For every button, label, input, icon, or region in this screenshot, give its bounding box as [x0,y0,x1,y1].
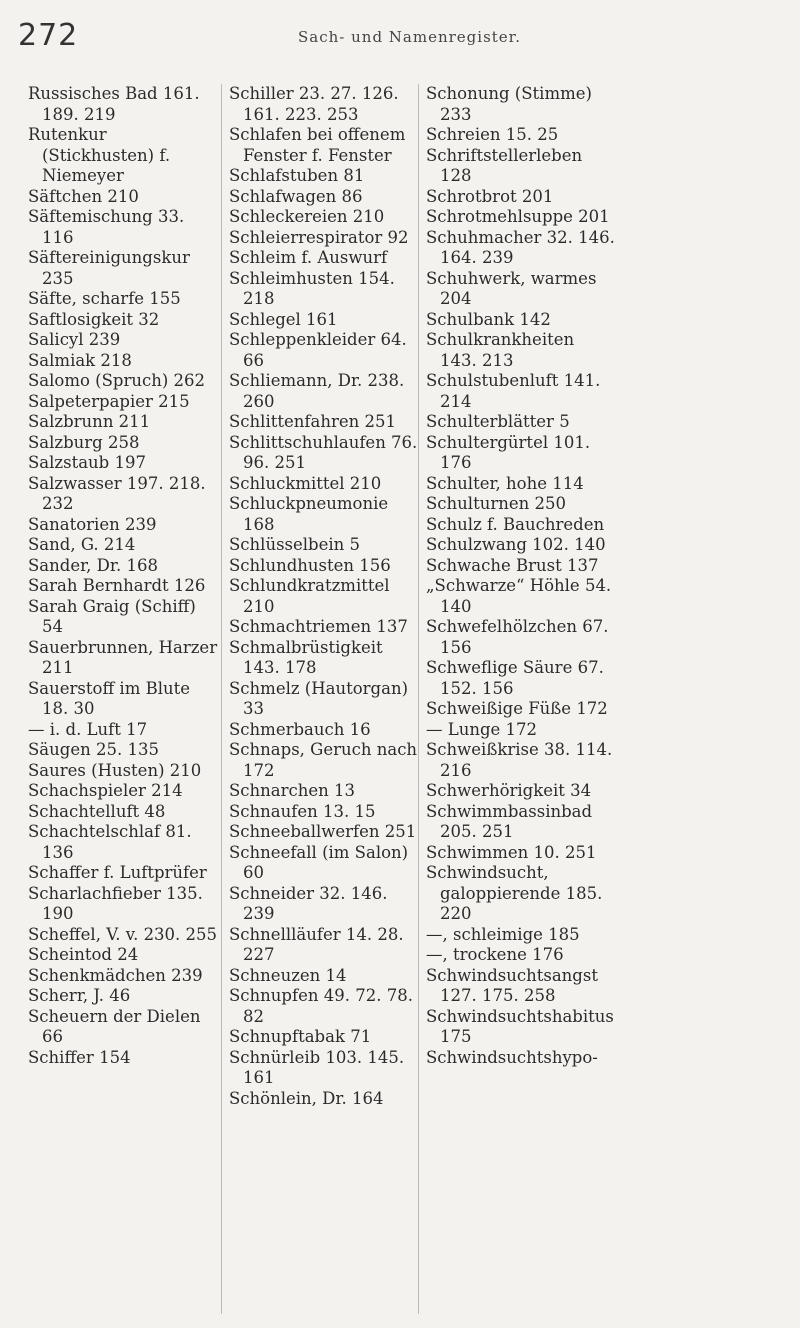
index-entry: Schuhwerk, warmes 204 [426,268,597,308]
index-entry: Salmiak 218 [28,350,132,370]
index-entry: Schmachtriemen 137 [229,617,408,636]
index-entry: Schaffer f. Luftprüfer [28,863,207,882]
index-entry: Schweißige Füße 172 [426,699,608,718]
index-entry: Schweflige Säure 67. 152. 156 [426,658,604,698]
index-entry: —, trockene 176 [426,945,564,964]
index-entry: Schlittschuhlaufen 76. 96. 251 [229,432,418,472]
index-entry: — i. d. Luft 17 [28,719,148,739]
index-entry: Sanatorien 239 [28,514,157,534]
index-entry: Schlegel 161 [229,309,338,329]
index-entry: Schrotbrot 201 [426,186,554,206]
index-entry: Säfte, scharfe 155 [28,289,181,308]
index-column-3 [418,84,616,1314]
index-entry: — Lunge 172 [426,719,538,739]
index-entry: Schlittenfahren 251 [229,412,396,431]
index-entry: Schiller 23. 27. 126. 161. 223. 253 [229,84,399,124]
index-entry: Schlafstuben 81 [229,166,365,185]
index-entry: Schlundkratzmittel 210 [229,576,390,616]
index-entry: Schnupftabak 71 [229,1027,372,1046]
index-entry: Salzwasser 197. 218. 232 [28,473,206,513]
index-entry: Schrotmehlsuppe 201 [426,207,610,226]
index-entry: Schnaufen 13. 15 [229,801,376,821]
index-entry: Schulzwang 102. 140 [426,535,606,554]
index-entry: Schlundhusten 156 [229,555,391,575]
index-entry: Schlafen bei offenem Fenster f. Fenster [229,125,406,165]
index-columns [24,84,794,1314]
index-entry: Schwindsuchtshabitus 175 [426,1006,614,1046]
index-entry: Salzbrunn 211 [28,412,151,431]
index-entry: Saures (Husten) 210 [28,760,202,780]
index-entry: Schachtelluft 48 [28,801,166,821]
index-entry: Schneefall (im Salon) 60 [229,842,409,882]
index-entry: Russisches Bad 161. 189. 219 [28,84,200,124]
index-entry: Schliemann, Dr. 238. 260 [229,371,405,411]
index-entry: Scherr, J. 46 [28,986,131,1005]
index-entry: Scheuern der Dielen 66 [28,1006,201,1046]
index-entry: Sander, Dr. 168 [28,555,158,575]
index-entry: Schenkmädchen 239 [28,965,203,985]
index-entry: Säftereinigungskur 235 [28,248,190,288]
index-entry: Säftchen 210 [28,186,139,206]
index-entry: Salzburg 258 [28,432,140,452]
index-entry: Schriftstellerleben 128 [426,145,583,185]
index-entry: Rutenkur (Stickhusten) f. Niemeyer [28,125,171,185]
index-entry: Schleckereien 210 [229,207,385,226]
index-entry: Schnupfen 49. 72. 78. 82 [229,986,413,1026]
index-entry: Salzstaub 197 [28,453,146,472]
index-entry: Schulter, hohe 114 [426,473,584,493]
index-entry: Schwerhörigkeit 34 [426,781,592,800]
index-entry: Schulz f. Bauchreden [426,514,605,534]
index-entry: Salpeterpapier 215 [28,391,190,411]
running-head: Sach- und Namenregister. [298,28,521,46]
index-entry: Schleim f. Auswurf [229,248,388,267]
index-entry: Schluckmittel 210 [229,473,382,493]
index-entry: Schleierrespirator 92 [229,227,409,247]
index-entry: Schachtelschlaf 81. 136 [28,822,192,862]
index-entry: Säftemischung 33. 116 [28,207,185,247]
index-entry: Schulturnen 250 [426,494,566,513]
index-entry: Schwefelhölzchen 67. 156 [426,617,609,657]
index-entry: Schneuzen 14 [229,965,347,985]
index-entry: Schonung (Stimme) 233 [426,84,592,124]
index-entry: Schnarchen 13 [229,781,356,800]
index-entry: Schwindsucht, galoppierende 185. 220 [426,863,603,923]
index-entry: Schmalbrüstigkeit 143. 178 [229,637,383,677]
index-entry: Sauerstoff im Blute 18. 30 [28,678,191,718]
index-entry: Schwimmen 10. 251 [426,842,597,862]
index-entry: —, schleimige 185 [426,924,580,944]
index-entry: Schreien 15. 25 [426,125,559,144]
index-entry: Scheffel, V. v. 230. 255 [28,924,218,944]
index-entry: Schulterblätter 5 [426,412,570,431]
index-entry: Schnaps, Geruch nach 172 [229,740,418,780]
index-entry: Schlafwagen 86 [229,186,363,206]
index-entry: Schulkrankheiten 143. 213 [426,330,575,370]
index-entry: Schwache Brust 137 [426,555,599,575]
index-entry: Schiffer 154 [28,1047,131,1067]
index-entry: Schleimhusten 154. 218 [229,268,395,308]
index-entry: Sauerbrunnen, Harzer 211 [28,637,218,677]
index-entry: Scheintod 24 [28,945,139,964]
index-entry: Schwimmbassinbad 205. 251 [426,801,593,841]
index-entry: Säugen 25. 135 [28,740,159,759]
index-entry: Schultergürtel 101. 176 [426,432,591,472]
index-column-2 [221,84,419,1314]
index-entry: Schleppenkleider 64. 66 [229,330,407,370]
index-entry: Sarah Graig (Schiff) 54 [28,596,196,636]
index-entry: Schweißkrise 38. 114. 216 [426,740,613,780]
index-entry: Schulbank 142 [426,309,551,329]
index-entry: Schneeballwerfen 251 [229,822,417,841]
index-entry: Schmerbauch 16 [229,719,371,739]
page-header [18,18,780,54]
index-entry: Schulstubenluft 141. 214 [426,371,601,411]
index-entry: Schmelz (Hautorgan) 33 [229,678,409,718]
index-entry: Schachspieler 214 [28,781,183,800]
index-entry: Sarah Bernhardt 126 [28,576,206,595]
index-entry: Schuhmacher 32. 146. 164. 239 [426,227,615,267]
index-entry: Schwindsuchtshypo- [426,1047,598,1067]
index-entry: Salicyl 239 [28,330,121,349]
index-entry: Schnürleib 103. 145. 161 [229,1047,405,1087]
index-entry: Schönlein, Dr. 164 [229,1088,384,1108]
index-entry: Scharlachfieber 135. 190 [28,883,203,923]
index-entry: Schluckpneumonie 168 [229,494,389,534]
index-entry: Salomo (Spruch) 262 [28,371,206,390]
page-number: 272 [18,18,79,53]
index-entry: Saftlosigkeit 32 [28,309,160,329]
index-entry: Schwindsuchtsangst 127. 175. 258 [426,965,598,1005]
index-entry: „Schwarze“ Höhle 54. 140 [426,576,612,616]
index-entry: Sand, G. 214 [28,535,136,554]
index-entry: Schlüsselbein 5 [229,535,361,554]
index-column-1 [24,84,218,1314]
index-entry: Schneider 32. 146. 239 [229,883,388,923]
index-entry: Schnellläufer 14. 28. 227 [229,924,404,964]
